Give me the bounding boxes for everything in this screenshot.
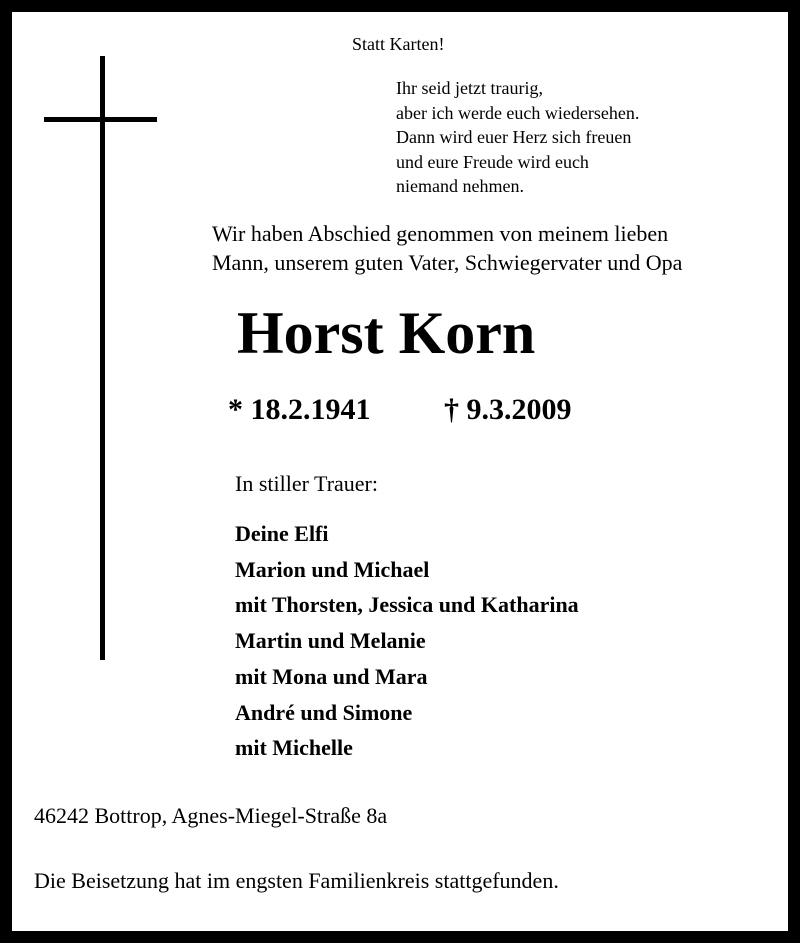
cross-icon-horizontal — [44, 117, 157, 122]
verse-line: und eure Freude wird euch — [396, 151, 589, 172]
obituary-card — [12, 12, 788, 931]
address: 46242 Bottrop, Agnes-Miegel-Straße 8a — [34, 803, 388, 828]
deceased-name: Horst Korn — [237, 300, 536, 366]
cross-icon-vertical — [100, 56, 105, 660]
family-list — [235, 516, 579, 766]
verse-line: niemand nehmen. — [396, 176, 524, 196]
death-date: † 9.3.2009 — [444, 393, 572, 426]
header-statt-karten: Statt Karten! — [352, 34, 445, 54]
family-member: mit Mona und Mara — [235, 663, 428, 689]
family-member: Marion und Michael — [235, 556, 430, 582]
verse-line: Dann wird euer Herz sich freuen — [396, 127, 632, 147]
funeral-note: Die Beisetzung hat im engsten Familienkreis stattgefunden. — [34, 868, 559, 893]
mourning-label: In stiller Trauer: — [235, 471, 378, 496]
intro-line: Wir haben Abschied genommen von meinem lieben — [212, 221, 669, 246]
family-member: Deine Elfi — [235, 521, 329, 546]
verse-block — [396, 76, 639, 199]
birth-date: * 18.2.1941 — [228, 393, 371, 426]
family-member: mit Thorsten, Jessica und Katharina — [235, 592, 579, 618]
family-member: Martin und Melanie — [235, 628, 426, 654]
verse-line: Ihr seid jetzt traurig, — [396, 78, 543, 98]
intro-text — [212, 219, 682, 277]
family-member: mit Michelle — [235, 735, 353, 761]
family-member: André und Simone — [235, 699, 413, 725]
intro-line: Mann, unserem guten Vater, Schwiegervater und Opa — [212, 250, 683, 275]
verse-line: aber ich werde euch wiedersehen. — [396, 102, 640, 123]
